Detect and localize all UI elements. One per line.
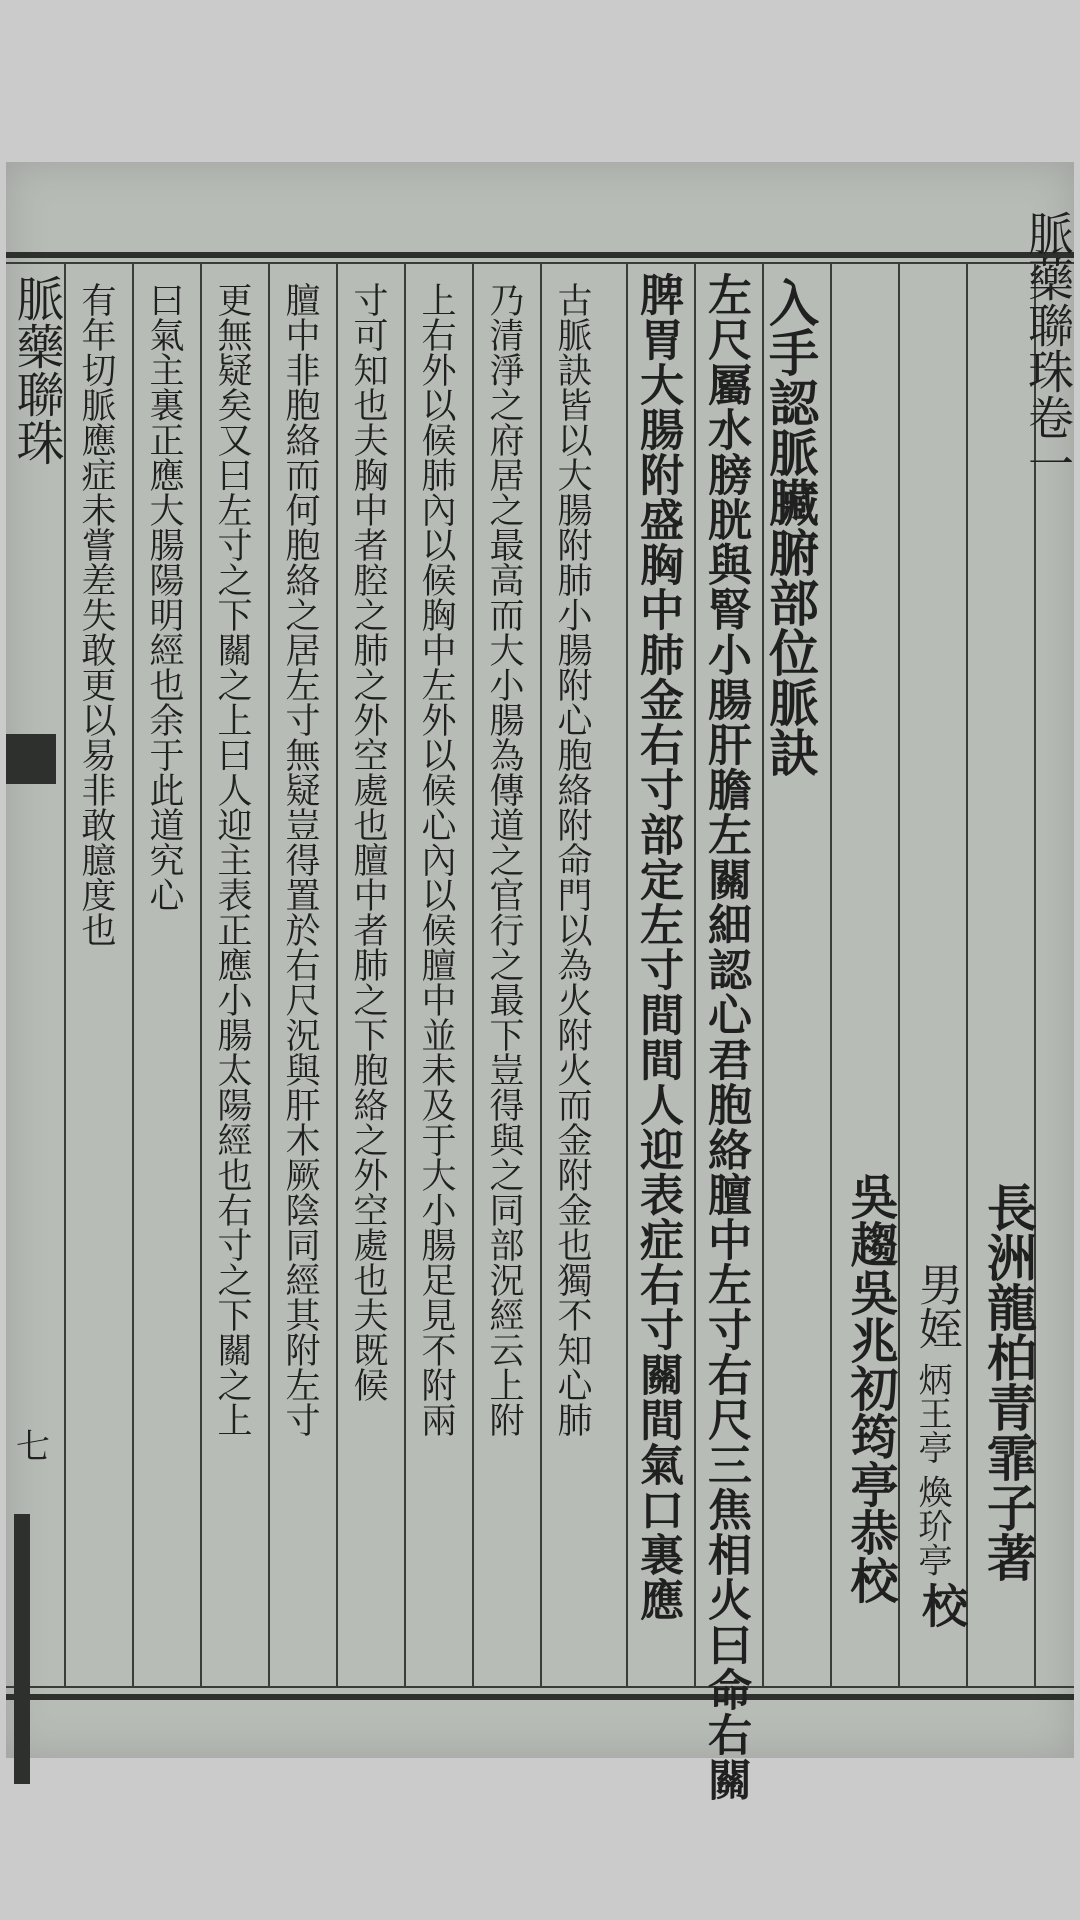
column-rule: [830, 264, 832, 1686]
column-rule: [268, 264, 270, 1686]
column-rule: [540, 264, 542, 1686]
commentary-line: 乃清淨之府居之最高而大小腸為傳道之官行之最下豈得與之同部況經云上附: [484, 282, 524, 1437]
commentary-line: 上右外以候肺內以候胸中左外以候心內以候膻中並未及于大小腸足見不附兩: [416, 282, 456, 1437]
proof-credit-others: 吳趨吳兆初筠亭恭校: [842, 1172, 898, 1604]
commentary-line: 寸可知也夫胸中者腔之肺之外空處也膻中者肺之下胞絡之外空處也夫既候: [348, 282, 388, 1402]
spine-title: 脈藥聯珠: [8, 274, 64, 466]
spine-page-number: 七: [16, 1427, 50, 1467]
proof-sons-label: 男姪: [911, 1262, 962, 1350]
book-page: [6, 162, 1075, 1802]
column-rule: [966, 264, 968, 1686]
spine-fishtail-mark: [6, 734, 56, 784]
column-rule: [336, 264, 338, 1686]
column-rule: [200, 264, 202, 1686]
top-border: [6, 252, 1074, 258]
column-rule: [472, 264, 474, 1686]
commentary-line: 古脈訣皆以大腸附肺小腸附心胞絡附命門以為火附火而金附金也獨不知心肺: [552, 282, 592, 1437]
author-credit: 長洲龍柏青霏子著: [979, 1182, 1038, 1582]
column-rule: [898, 264, 900, 1686]
proof-sons-verb: 校: [915, 1582, 969, 1628]
proof-credit-sons: [911, 1262, 961, 1350]
page-spine: [6, 264, 64, 1686]
commentary-line: 更無疑矣又曰左寸之下關之上曰人迎主表正應小腸太陽經也右寸之下關之上: [212, 282, 252, 1437]
section-heading: 入手認脈臟腑部位脈訣: [761, 277, 820, 777]
main-verse-line: 左尺屬水膀胱與腎小腸肝膽左關細認心君胞絡膻中左寸右尺三焦相火曰命右關: [700, 272, 751, 1802]
column-rule: [132, 264, 134, 1686]
column-rule: [404, 264, 406, 1686]
main-verse-line: 脾胃大腸附盛胸中肺金右寸部定左寸間間人迎表症右寸關間氣口裏應: [632, 272, 683, 1622]
running-title: 脈藥聯珠卷一: [1021, 210, 1075, 486]
commentary-line: 有年切脈應症未嘗差失敢更以易非敢臆度也: [76, 282, 116, 947]
commentary-line: 膻中非胞絡而何胞絡之居左寸無疑豈得置於右尺況與肝木厥陰同經其附左寸: [280, 282, 320, 1437]
commentary-line: 曰氣主裏正應大腸陽明經也余于此道究心: [144, 282, 184, 912]
column-rule: [64, 264, 66, 1686]
bottom-border-inner: [6, 1686, 1074, 1688]
spine-shadow: [14, 1514, 30, 1784]
proof-sons-names: 炳王亭 煥玠亭: [912, 1362, 952, 1577]
bottom-border: [6, 1694, 1074, 1700]
